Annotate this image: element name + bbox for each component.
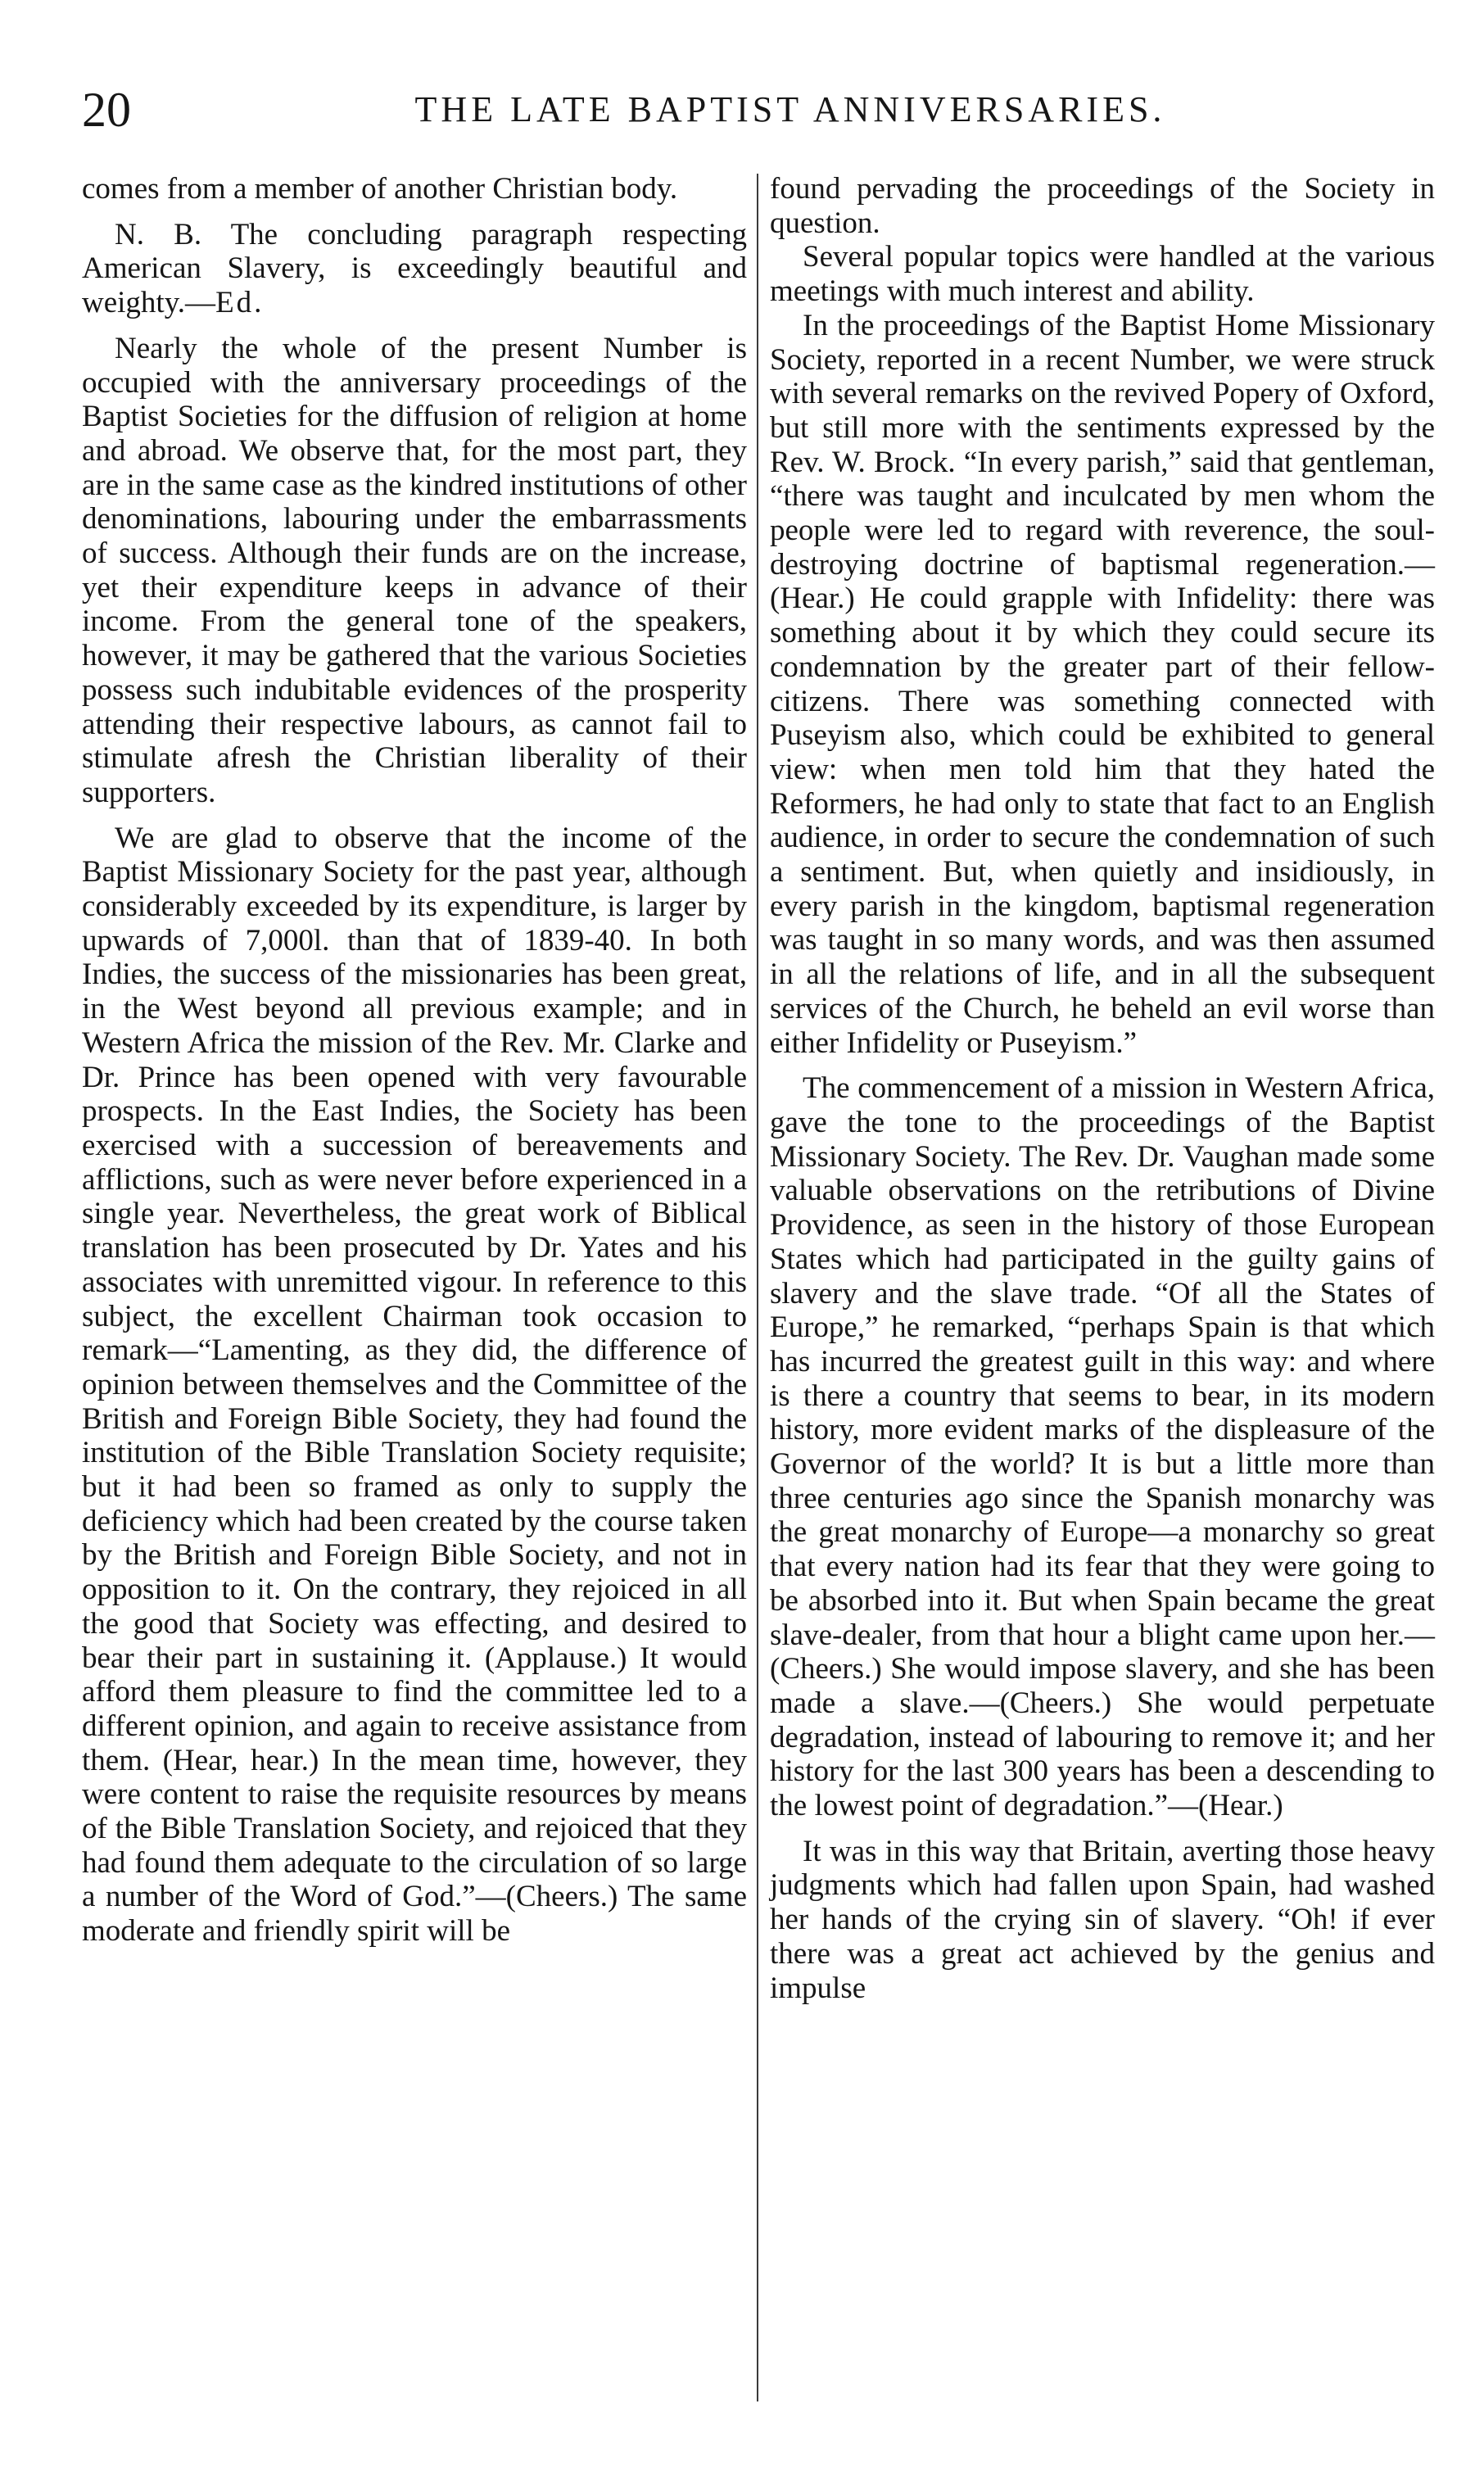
- paragraph-home-missionary: In the proceedings of the Baptist Home Missionary Society, reported in a recent Number, we were struck with several remarks on the revived Popery of Oxford, but still more with the sentiments expressed by the Rev. W. Brock. “In every parish,” said that gentleman, “there was taught and inculcated by men whom the people were led to regard with reverence, the soul-destroying doctrine of baptismal regeneration.—(Hear.) He could grapple with Infidelity: there was something about it by which they could secure its condemnation by the greater part of their fellow-citizens. There was something connected with Puseyism also, which could be exhibited to general view: when men told him that they hated the Reformers, he had only to state that fact to an English audience, in order to secure the condemnation of such a sentiment. But, when quietly and insidiously, in every parish in the kingdom, baptismal regeneration was taught in so many words, and was then assumed in all the relations of life, and in all the subsequent services of the Church, he beheld an evil worse than either Infidelity or Puseyism.”: [770, 308, 1435, 1060]
- editor-note: [82, 218, 747, 320]
- column-divider: [757, 174, 758, 2401]
- paragraph-britain: It was in this way that Britain, averting those heavy judgments which had fallen upon Spain, had washed her hands of the crying sin of slavery. “Oh! if ever there was a great act achieved by the genius and impulse: [770, 1834, 1435, 2005]
- page-number: 20: [82, 83, 131, 137]
- paragraph-intro: Nearly the whole of the present Number is occupied with the anniversary proceedings of the Baptist Societies for the diffusion of religion at home and abroad. We observe that, for the most part, they are in the same case as the kindred institutions of other denominations, labouring under the embarrassments of success. Although their funds are on the increase, yet their expenditure keeps in advance of their income. From the general tone of the speakers, however, it may be gathered that the various Societies possess such indubitable evidences of the prosperity attending their respective labours, as cannot fail to stimulate afresh the Christian liberality of their supporters.: [82, 331, 747, 809]
- paragraph-continuation: comes from a member of another Christian body.: [82, 172, 678, 206]
- running-title: THE LATE BAPTIST ANNIVERSARIES.: [414, 89, 1166, 129]
- editor-signature: Ed.: [215, 286, 265, 320]
- page-header: [82, 80, 1450, 146]
- editor-note-text: N. B. The concluding paragraph respecting American Slavery, is exceedingly beautiful and weighty.—: [82, 217, 747, 320]
- paragraph-continuation: found pervading the proceedings of the Society in question.: [770, 172, 1435, 240]
- right-column: [770, 172, 1435, 2005]
- paragraph-topics: Several popular topics were handled at the various meetings with much interest and ability.: [770, 240, 1435, 309]
- paragraph-missionary-income: We are glad to observe that the income of the Baptist Missionary Society for the past year, although considerably exceeded by its expenditure, is larger by upwards of 7,000l. than that of 1839-40. In both Indies, the success of the missionaries has been great, in the West beyond all previous example; and in Western Africa the mission of the Rev. Mr. Clarke and Dr. Prince has been opened with very favourable prospects. In the East Indies, the Society has been exercised with a succession of bereavements and afflictions, such as were never before experienced in a single year. Nevertheless, the great work of Biblical translation has been prosecuted by Dr. Yates and his associates with unremitted vigour. In reference to this subject, the excellent Chairman took occasion to remark—“Lamenting, as they did, the difference of opinion between themselves and the Committee of the British and Foreign Bible Society, they had found the institution of the Bible Translation Society requisite; but it had been so framed as only to supply the deficiency which had been created by the course taken by the British and Foreign Bible Society, and not in opposition to it. On the contrary, they rejoiced in all the good that Society was effecting, and desired to bear their part in sustaining it. (Applause.) It would afford them pleasure to find the committee led to a different opinion, and again to receive assistance from them. (Hear, hear.) In the mean time, however, they were content to raise the requisite resources by means of the Bible Translation Society, and rejoiced that they had found them adequate to the circulation of so large a number of the Word of God.”—(Cheers.) The same moderate and friendly spirit will be: [82, 821, 747, 1949]
- left-column: [82, 172, 747, 1949]
- paragraph-western-africa: The commencement of a mission in Western Africa, gave the tone to the proceedings of the Baptist Missionary Society. The Rev. Dr. Vaughan made some valuable observations on the retributions of Divine Providence, as seen in the history of those European States which had participated in the guilty gains of slavery and the slave trade. “Of all the States of Europe,” he remarked, “perhaps Spain is that which has incurred the greatest guilt in this way: and where is there a country that seems to bear, in its modern history, more evident marks of the displeasure of the Governor of the world? It is but a little more than three centuries ago since the Spanish monarchy was the great monarchy of Europe—a monarchy so great that every nation had its fear that they were going to be absorbed into it. But when Spain became the great slave-dealer, from that hour a blight came upon her.—(Cheers.) She would impose slavery, and she has been made a slave.—(Cheers.) She would perpetuate degradation, instead of labouring to remove it; and her history for the last 300 years has been a descending to the lowest point of degradation.”—(Hear.): [770, 1071, 1435, 1823]
